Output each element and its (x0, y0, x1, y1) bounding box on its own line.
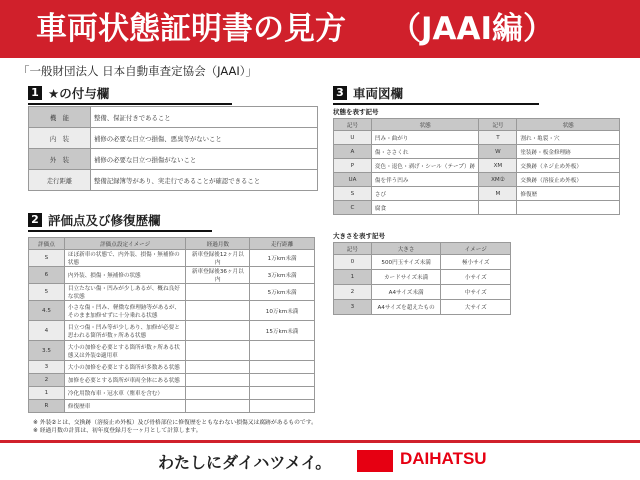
cell (250, 361, 315, 374)
cell: XM② (479, 173, 517, 187)
organization: 「一般財団法人 日本自動車査定協会（JAAI）」 (18, 64, 258, 78)
table-row (29, 170, 318, 191)
cell: 凹み・曲がり (371, 131, 479, 145)
notes (33, 419, 317, 435)
cell: 腐食 (371, 201, 479, 215)
table-row (29, 374, 315, 387)
cell: 修復歴 (517, 187, 620, 201)
cell: 傷を伴う凹み (371, 173, 479, 187)
table-row (29, 128, 318, 149)
section-number: 3 (333, 86, 347, 100)
note: ※ 外装②とは、交換跡（溶接止め外板）及び骨格部位に修復歴をともなわない損傷又は腐跡があるものです。 (33, 420, 317, 426)
column-header: 評価点 (29, 238, 65, 250)
cell: 2 (334, 285, 372, 300)
cell: 5 (29, 284, 65, 301)
cell (186, 374, 250, 387)
section-number: 2 (28, 213, 42, 227)
table-row (334, 300, 511, 315)
table-row (29, 250, 315, 267)
cell: 4.5 (29, 301, 65, 321)
cell: 変色・退色・剥げ・シール（テープ）跡 (371, 159, 479, 173)
row-text: 補修の必要な目立つ損傷がないこと (91, 149, 318, 170)
size-label: 大きさを表す記号 (333, 232, 385, 240)
table-row (29, 267, 315, 284)
table-row (29, 341, 315, 361)
cell: 小さな傷・凹み、軽微な修理跡等があるが、そのまま加修せずに十分乗れる状態 (64, 301, 186, 321)
table-row (29, 321, 315, 341)
row-label: 機 能 (29, 107, 91, 128)
cell: 目立たない傷・凹みが少しあるが、概ね良好な状態 (64, 284, 186, 301)
cell (250, 341, 315, 361)
cell: 大小の加修を必要とする箇所が多数ある状態 (64, 361, 186, 374)
cell: U (334, 131, 372, 145)
row-label: 外 装 (29, 149, 91, 170)
cell: 加修を必要とする箇所が車両全体にある状態 (64, 374, 186, 387)
section1-heading (28, 84, 232, 105)
size-table (333, 242, 511, 315)
note: ※ 経過月数の計算は、初年度登録月を一ヶ月として計算します。 (33, 428, 202, 434)
table-row (29, 301, 315, 321)
table-row (334, 187, 620, 201)
cell: 割れ・亀裂・穴 (517, 131, 620, 145)
page-title: 車両状態証明書の見方 (36, 11, 346, 47)
table-row (29, 284, 315, 301)
cell: 中サイズ (441, 285, 511, 300)
cell: 1 (334, 270, 372, 285)
cell (250, 387, 315, 400)
table-row (29, 400, 315, 413)
column-header: 記号 (479, 119, 517, 131)
column-header: 経過月数 (186, 238, 250, 250)
cell: 交換跡（溶接止め外板） (517, 173, 620, 187)
cell: 内外装、損傷・無補修の状態 (64, 267, 186, 284)
cell: 2 (29, 374, 65, 387)
cell (250, 400, 315, 413)
cell: A (334, 145, 372, 159)
cell: UA (334, 173, 372, 187)
cell: XM (479, 159, 517, 173)
cell: M (479, 187, 517, 201)
cell: 目立つ傷・凹み等が少しあり、加修が必要と思われる箇所が数ヶ所ある状態 (64, 321, 186, 341)
table-row (334, 201, 620, 215)
cell: 0 (334, 255, 372, 270)
star-table (28, 106, 318, 191)
column-header: 記号 (334, 243, 372, 255)
table-row (334, 270, 511, 285)
cell (517, 201, 620, 215)
page-subtitle: （JAAI編） (390, 11, 555, 47)
cell: 冷化用散布車・冠水車（塵車を含む） (64, 387, 186, 400)
cell: 10万km未満 (250, 301, 315, 321)
table-row (29, 387, 315, 400)
column-header: 大きさ (371, 243, 441, 255)
header-row (334, 243, 511, 255)
slogan-logo: わたしにダイハツメイ。 (158, 453, 332, 472)
cell: 新車登録後36ヶ月以内 (186, 267, 250, 284)
cell: 塗装跡・板金修理跡 (517, 145, 620, 159)
cell: 傷・ささくれ (371, 145, 479, 159)
cell: P (334, 159, 372, 173)
section-title: 評価点及び修復歴欄 (48, 213, 161, 228)
cell: 500円玉サイズ未満 (371, 255, 441, 270)
row-label: 走行距離 (29, 170, 91, 191)
cell (186, 321, 250, 341)
cell: 大サイズ (441, 300, 511, 315)
cell: 小サイズ (441, 270, 511, 285)
state-table (333, 118, 620, 215)
section-title: 車両図欄 (353, 86, 404, 101)
row-text: 整備記録簿等があり、実走行であることが確認できること (91, 170, 318, 191)
column-header: 走行距離 (250, 238, 315, 250)
cell: 修復歴車 (64, 400, 186, 413)
cell: ほぼ新車の状態で、内外装、損傷・無補修の状態 (64, 250, 186, 267)
section-title: ★の付与欄 (48, 86, 110, 101)
cell: 3万km未満 (250, 267, 315, 284)
cell: カードサイズ未満 (371, 270, 441, 285)
cell (479, 201, 517, 215)
header-row (29, 238, 315, 250)
cell (186, 361, 250, 374)
table-row (29, 149, 318, 170)
table-row (29, 361, 315, 374)
cell: 6 (29, 267, 65, 284)
table-row (334, 159, 620, 173)
table-row (334, 131, 620, 145)
section2-heading (28, 211, 212, 232)
cell (186, 387, 250, 400)
column-header: イメージ (441, 243, 511, 255)
cell: 新車登録後12ヶ月以内 (186, 250, 250, 267)
row-text: 補修の必要な目立つ損傷、悪臭等がないこと (91, 128, 318, 149)
cell: S (29, 250, 65, 267)
cell: 1 (29, 387, 65, 400)
state-label: 状態を表す記号 (333, 108, 379, 116)
cell: R (29, 400, 65, 413)
daihatsu-logo-icon (357, 450, 393, 472)
table-row (29, 107, 318, 128)
row-text: 整備、保証付きであること (91, 107, 318, 128)
cell: C (334, 201, 372, 215)
section-number: 1 (28, 86, 42, 100)
cell: 3 (334, 300, 372, 315)
cell: T (479, 131, 517, 145)
cell: 3.5 (29, 341, 65, 361)
column-header: 状態 (517, 119, 620, 131)
brand-name: DAIHATSU (400, 449, 487, 468)
cell: A4サイズ未満 (371, 285, 441, 300)
cell: 交換跡（ネジ止め外板） (517, 159, 620, 173)
table-row (334, 285, 511, 300)
title-banner (0, 0, 640, 58)
cell (250, 374, 315, 387)
cell: 1万km未満 (250, 250, 315, 267)
cell: 大小の加修を必要とする箇所が数ヶ所ある状態又は外装②適用車 (64, 341, 186, 361)
cell: 4 (29, 321, 65, 341)
cell: 5万km未満 (250, 284, 315, 301)
row-label: 内 装 (29, 128, 91, 149)
header-row (334, 119, 620, 131)
table-row (334, 255, 511, 270)
divider (0, 440, 640, 443)
column-header: 記号 (334, 119, 372, 131)
cell (186, 400, 250, 413)
column-header: 評価点設定イメージ (64, 238, 186, 250)
cell: S (334, 187, 372, 201)
cell (186, 284, 250, 301)
table-row (334, 173, 620, 187)
column-header: 状態 (371, 119, 479, 131)
cell: 15万km未満 (250, 321, 315, 341)
table-row (334, 145, 620, 159)
cell: 3 (29, 361, 65, 374)
section3-heading (333, 84, 539, 105)
cell (186, 341, 250, 361)
cell (186, 301, 250, 321)
cell: W (479, 145, 517, 159)
cell: A4サイズを超えたもの (371, 300, 441, 315)
grade-table (28, 237, 315, 413)
cell: 極小サイズ (441, 255, 511, 270)
cell: さび (371, 187, 479, 201)
